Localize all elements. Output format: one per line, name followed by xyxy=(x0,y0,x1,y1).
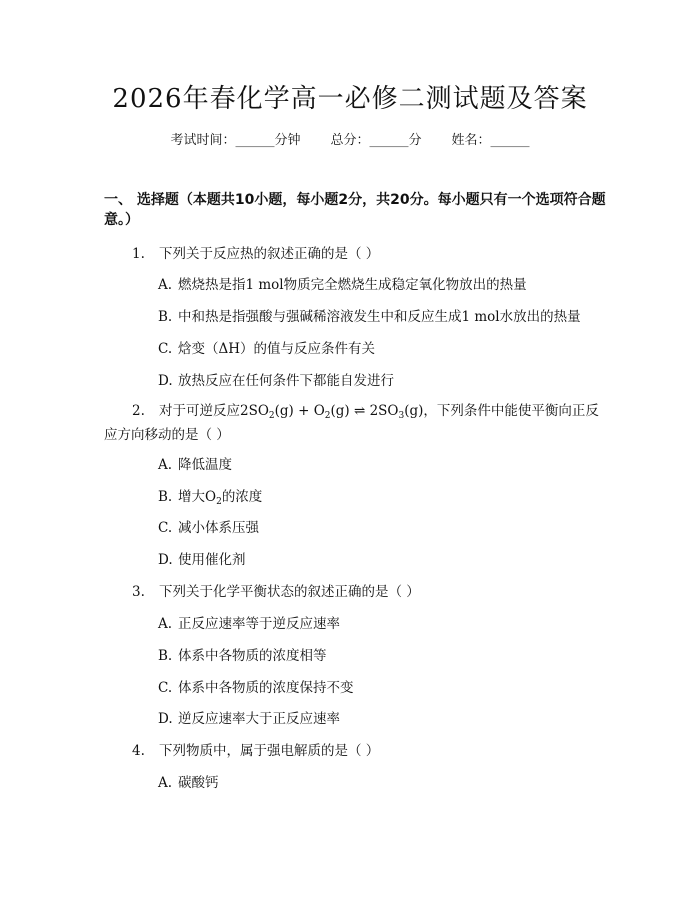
question-text: 下列关于反应热的叙述正确的是（ ） xyxy=(159,246,380,262)
option-text: 碳酸钙 xyxy=(178,775,219,791)
option-3d xyxy=(158,709,340,729)
option-text: 体系中各物质的浓度保持不变 xyxy=(178,680,354,696)
subscript: 2 xyxy=(216,497,222,507)
option-label: B. xyxy=(158,648,173,664)
exam-info xyxy=(0,130,700,152)
option-text: 逆反应速率大于正反应速率 xyxy=(178,711,340,727)
option-text: 中和热是指强酸与强碱稀溶液发生中和反应生成1 mol水放出的热量 xyxy=(178,309,581,325)
option-1d xyxy=(158,371,394,391)
option-label: A. xyxy=(158,277,173,293)
question-number: 2. xyxy=(132,403,145,419)
question-number: 1. xyxy=(132,246,145,262)
option-3a xyxy=(158,614,340,634)
option-1a xyxy=(158,275,527,295)
question-4 xyxy=(132,741,379,761)
option-2c xyxy=(158,518,259,538)
question-1 xyxy=(132,244,379,264)
question-2-continued: 应方向移动的是（ ） xyxy=(104,427,230,443)
option-1c xyxy=(158,339,375,359)
question-text-part: (g)，下列条件中能使平衡向正反 xyxy=(404,403,599,419)
option-text-part: 的浓度 xyxy=(221,489,263,505)
option-text: 燃烧热是指1 mol物质完全燃烧生成稳定氧化物放出的热量 xyxy=(178,277,527,293)
option-text: 降低温度 xyxy=(178,457,232,473)
question-text: 下列关于化学平衡状态的叙述正确的是（ ） xyxy=(159,584,420,600)
option-2b xyxy=(158,487,262,507)
option-2d xyxy=(158,550,246,570)
subscript: 3 xyxy=(398,411,405,421)
section-heading: 一、 选择题（本题共10小题，每小题2分，共20分。每小题只有一个选项符合题意。） xyxy=(104,192,606,228)
option-label: D. xyxy=(158,711,173,727)
option-label: B. xyxy=(158,309,173,325)
question-number: 4. xyxy=(132,743,145,759)
total-score: 总分：______分 xyxy=(330,133,422,148)
page-title: 2026年春化学高一必修二测试题及答案 xyxy=(112,84,588,114)
option-4a xyxy=(158,773,219,793)
question-text: 下列物质中，属于强电解质的是（ ） xyxy=(159,743,380,759)
option-label: C. xyxy=(158,520,173,536)
option-label: A. xyxy=(158,775,173,791)
subscript: 2 xyxy=(268,411,275,421)
option-3c xyxy=(158,678,354,698)
option-label: B. xyxy=(158,489,173,505)
option-text: 焓变（ΔH）的值与反应条件有关 xyxy=(178,341,376,357)
option-3b xyxy=(158,646,327,666)
option-label: A. xyxy=(158,457,173,473)
subscript: 2 xyxy=(324,411,331,421)
option-1b xyxy=(158,307,581,327)
student-name: 姓名：______ xyxy=(451,133,530,148)
option-label: C. xyxy=(158,341,173,357)
option-label: D. xyxy=(158,373,173,389)
question-text-part: 对于可逆反应2SO xyxy=(159,403,269,419)
option-label: C. xyxy=(158,680,173,696)
option-text: 体系中各物质的浓度相等 xyxy=(178,648,327,664)
option-2a xyxy=(158,455,232,475)
question-3 xyxy=(132,582,420,602)
option-text: 放热反应在任何条件下都能自发进行 xyxy=(178,373,394,389)
option-text: 正反应速率等于逆反应速率 xyxy=(178,616,340,632)
question-number: 3. xyxy=(132,584,145,600)
option-text-part: 增大O xyxy=(178,489,217,505)
question-text-part: (g) ⇌ 2SO xyxy=(330,403,399,419)
question-text-part: (g) + O xyxy=(274,403,325,419)
exam-time: 考试时间：______分钟 xyxy=(170,133,301,148)
option-label: A. xyxy=(158,616,173,632)
option-text: 使用催化剂 xyxy=(178,552,246,568)
option-label: D. xyxy=(158,552,173,568)
question-2 xyxy=(132,401,599,421)
option-text: 减小体系压强 xyxy=(178,520,259,536)
